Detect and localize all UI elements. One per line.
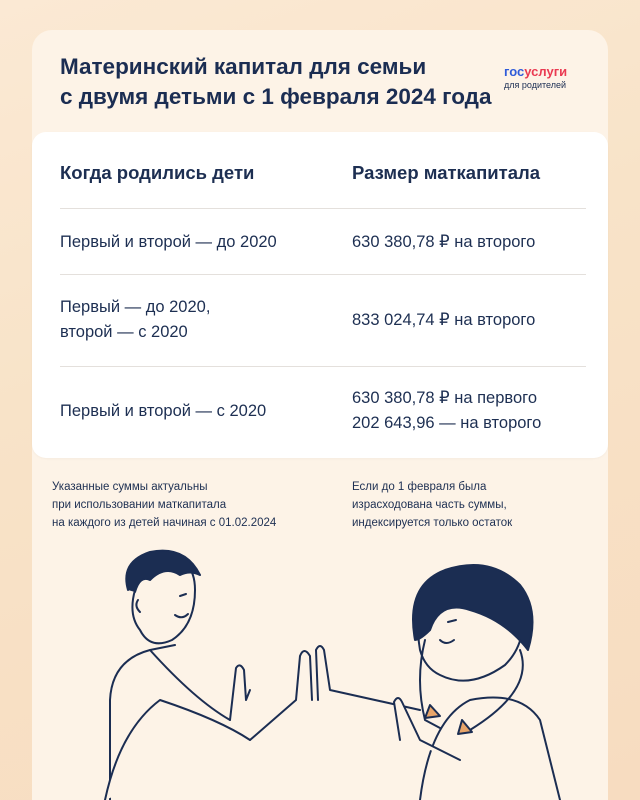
note-left-line: при использовании маткапитала — [52, 499, 227, 511]
logo-brand — [504, 64, 584, 79]
column-header-amount: Размер маткапитала — [352, 162, 541, 183]
row-amount: 630 380,78 ₽ на второго — [352, 233, 536, 251]
note-right-line: израсходована часть суммы, — [352, 499, 507, 511]
row-amount-line-2: 202 643,96 — на второго — [352, 414, 542, 432]
note-left-line: на каждого из детей начиная с 01.02.2024 — [52, 517, 277, 529]
table-row — [60, 275, 586, 367]
title-line-2: с двумя детьми с 1 февраля 2024 года — [60, 84, 492, 109]
table-row — [60, 367, 586, 458]
capital-table — [32, 132, 608, 458]
gosuslugi-logo[interactable] — [504, 64, 584, 91]
title-line-1: Материнский капитал для семьи — [60, 54, 427, 79]
note-right-line: индексируется только остаток — [352, 517, 513, 529]
note-left-line: Указанные суммы актуальны — [52, 481, 208, 493]
table-header-row — [60, 132, 586, 209]
row-when: Первый и второй — с 2020 — [60, 402, 267, 420]
logo-part-1: гос — [504, 64, 525, 79]
row-amount-line-1: 630 380,78 ₽ на первого — [352, 389, 537, 407]
row-when: Первый и второй — до 2020 — [60, 233, 277, 251]
row-amount: 833 024,74 ₽ на второго — [352, 311, 536, 329]
girl-figure — [316, 565, 560, 800]
row-when-line-1: Первый — до 2020, — [60, 298, 211, 316]
boy-figure — [105, 551, 312, 800]
note-right-line: Если до 1 февраля была — [352, 481, 487, 493]
table-row — [60, 209, 586, 275]
logo-subtitle: для родителей — [504, 80, 566, 90]
logo-part-2: услуги — [524, 64, 568, 79]
row-when-line-2: второй — с 2020 — [60, 323, 188, 341]
column-header-when: Когда родились дети — [60, 162, 255, 183]
note-left — [52, 478, 276, 532]
note-right — [352, 478, 512, 532]
children-illustration — [0, 540, 640, 800]
page-title — [60, 52, 500, 112]
